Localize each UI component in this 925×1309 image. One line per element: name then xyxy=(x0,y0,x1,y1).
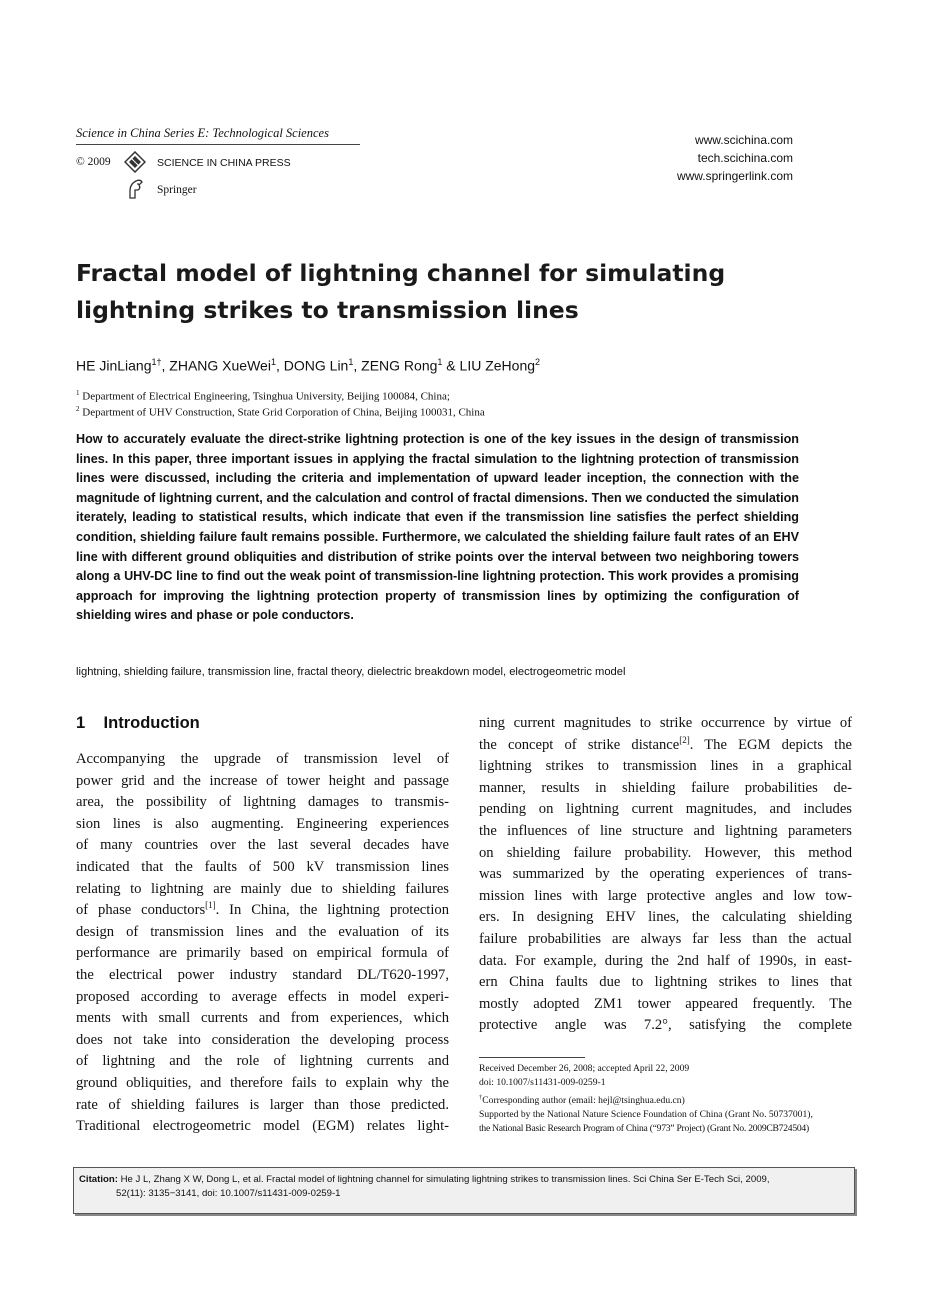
line-text: rate of shielding failures is larger than those predicted. xyxy=(76,1096,449,1113)
author-list xyxy=(76,357,540,374)
line-text: Accompanying the upgrade of transmission level of xyxy=(76,751,449,767)
line-text: of phase conductors xyxy=(76,902,206,919)
affiliation-number: 1 xyxy=(76,389,80,397)
author-name: ZHANG XueWei xyxy=(169,357,271,374)
citation-ref[interactable]: [1] xyxy=(205,900,216,911)
line-text: failure probabilities are always far less than the actual xyxy=(479,930,852,947)
section-heading xyxy=(76,714,200,733)
springer-name: Springer xyxy=(157,184,197,196)
springer-logo-icon xyxy=(126,178,146,205)
text-line xyxy=(479,735,852,757)
text-line xyxy=(76,1095,449,1117)
text-line xyxy=(76,1008,449,1030)
text-line xyxy=(76,1051,449,1073)
section-number: 1 xyxy=(76,714,86,732)
press-logo-icon xyxy=(124,151,146,178)
text-line xyxy=(76,771,449,793)
text-line xyxy=(479,756,852,778)
text-line xyxy=(76,879,449,901)
text-line xyxy=(479,821,852,843)
article-title xyxy=(76,255,796,329)
author-separator: & xyxy=(442,357,460,374)
text-line xyxy=(76,749,449,771)
line-text: of lightning and the role of lightning currents and xyxy=(76,1053,449,1070)
text-line xyxy=(76,1073,449,1095)
corresponding-text: Corresponding author (email: hejl@tsinghua.edu.cn) xyxy=(482,1094,685,1106)
text-line xyxy=(479,713,852,735)
footnotes xyxy=(479,1062,853,1137)
title-line-2: lightning strikes to transmission lines xyxy=(76,296,579,324)
line-text: . The EGM depicts the xyxy=(689,736,852,753)
text-line xyxy=(479,886,852,908)
author-name: ZENG Rong xyxy=(361,357,438,374)
text-line xyxy=(479,951,852,973)
text-line xyxy=(76,857,449,879)
author-affil-mark: 2 xyxy=(535,357,541,367)
corresponding-author xyxy=(479,1091,853,1108)
received-date: Received December 26, 2008; accepted April 22, 2009 xyxy=(479,1063,690,1074)
text-line xyxy=(76,900,449,922)
text-line xyxy=(76,1030,449,1052)
citation-text-continued: 52(11): 3135−3141, doi: 10.1007/s11431-009-0259-1 xyxy=(116,1188,341,1199)
funding-line-1: Supported by the National Nature Science Foundation of China (Grant No. 50737001), xyxy=(479,1109,813,1121)
author-separator: , xyxy=(353,357,362,374)
line-text: Traditional electrogeometric model (EGM) relates light- xyxy=(76,1118,449,1135)
author-name: LIU ZeHong xyxy=(459,357,536,374)
citation-box xyxy=(73,1167,855,1214)
text-line xyxy=(479,929,852,951)
line-text: ground obliquities, and therefore fails to explain why the xyxy=(76,1074,449,1091)
text-line xyxy=(479,1015,852,1037)
line-text: the influences of line structure and lightning parameters xyxy=(479,822,852,839)
affiliation-1 xyxy=(76,389,450,403)
line-text: of many countries over the last several decades have xyxy=(76,837,449,854)
author-affil-mark: 1 xyxy=(270,357,276,367)
line-text: manner, results in shielding failure probabilities de- xyxy=(479,779,852,796)
line-text: does not take into consideration the developing process xyxy=(76,1031,449,1048)
affiliation-text: Department of UHV Construction, State Grid Corporation of China, Beijing 100031, China xyxy=(82,406,485,419)
line-text: ers. In designing EHV lines, the calculating shielding xyxy=(479,909,852,926)
line-text: data. For example, during the 2nd half of 1990s, in east- xyxy=(479,952,852,969)
text-line xyxy=(479,972,852,994)
title-line-1: Fractal model of lightning channel for simulating xyxy=(76,259,726,287)
line-text: pending on lightning current magnitudes, and includes xyxy=(479,801,852,818)
text-line xyxy=(479,907,852,929)
text-line xyxy=(76,792,449,814)
line-text: . In China, the lightning protection xyxy=(215,902,449,919)
line-text: indicated that the faults of 500 kV transmission lines xyxy=(76,858,449,875)
text-line xyxy=(76,987,449,1009)
line-text: ments with small currents and from experiences, which xyxy=(76,1010,449,1027)
citation-text: He J L, Zhang X W, Dong L, et al. Fractal model of lightning channel for simulating lightning strikes to transmission lines. Sci China Ser E-Tech Sci, 2009, xyxy=(120,1174,770,1185)
author-affil-mark: 1 xyxy=(437,357,443,367)
text-line xyxy=(76,922,449,944)
author-separator: , xyxy=(161,357,170,374)
line-text: on shielding failure probability. However, this method xyxy=(479,844,852,861)
funding-line-2: the National Basic Research Program of China (“973” Project) (Grant No. 2009CB724504) xyxy=(479,1123,809,1135)
affiliation-number: 2 xyxy=(76,405,80,413)
affiliation-text: Department of Electrical Engineering, Tsinghua University, Beijing 100084, China; xyxy=(82,390,450,403)
text-line xyxy=(479,864,852,886)
url-scichina[interactable]: www.scichina.com xyxy=(694,133,793,147)
url-springerlink[interactable]: www.springerlink.com xyxy=(676,169,793,183)
journal-name: Science in China Series E: Technological Sciences xyxy=(76,126,360,145)
text-line xyxy=(76,835,449,857)
journal-urls xyxy=(677,131,793,185)
text-line xyxy=(479,994,852,1016)
press-name: SCIENCE IN CHINA PRESS xyxy=(157,157,291,169)
doi[interactable]: doi: 10.1007/s11431-009-0259-1 xyxy=(479,1077,606,1089)
author-affil-mark: 1 xyxy=(348,357,354,367)
body-column-left xyxy=(76,749,449,1138)
author-separator: , xyxy=(275,357,284,374)
corresponding-mark: † xyxy=(479,1093,483,1101)
line-text: area, the possibility of lightning damages to transmis- xyxy=(76,794,449,811)
author-affil-mark: 1† xyxy=(151,357,162,367)
line-text: the concept of strike distance xyxy=(479,736,680,753)
line-text: was summarized by the operating experiences of trans- xyxy=(479,866,852,883)
affiliation-2 xyxy=(76,405,485,419)
abstract: How to accurately evaluate the direct-strike lightning protection is one of the key issues in the design of transmission lines. In this paper, three important issues in applying the fractal simulation to the lightning protection of transmission lines were discussed, including the criteria and implementation of upward leader inception, the connection with the magnitude of lightning current, and the calculation and control of fractal dimensions. Then we conducted the simulation iterately, leading to statistical results, which indicate that even if the transmission line satisfies the perfect shielding condition, shielding failure fault remains possible. Furthermore, we calculated the shielding failure fault rates of an EHV line with different ground obliquities and distribution of strike points over the interval between two neighboring towers along a UHV-DC line to find out the weak point of transmission-line lightning protection. This work provides a promising approach for improving the lightning protection property of transmission lines by optimizing the configuration of shielding wires and phase or pole conductors. xyxy=(76,432,799,623)
url-tech-scichina[interactable]: tech.scichina.com xyxy=(697,151,793,165)
text-line xyxy=(479,843,852,865)
text-line xyxy=(479,778,852,800)
citation-label: Citation: xyxy=(79,1174,118,1185)
section-title: Introduction xyxy=(103,714,200,732)
line-text: sion lines is also augmenting. Engineering experiences xyxy=(76,815,449,832)
text-line xyxy=(76,1116,449,1138)
text-line xyxy=(76,814,449,836)
line-text: mission lines with large protective angles and low tow- xyxy=(479,887,852,904)
author-name: DONG Lin xyxy=(283,357,349,374)
line-text: ning current magnitudes to strike occurrence by virtue of xyxy=(479,715,852,731)
text-line xyxy=(76,943,449,965)
keywords: lightning, shielding failure, transmission line, fractal theory, dielectric breakdown model, electrogeometric model xyxy=(76,666,626,678)
line-text: ern China faults due to lightning strikes to lines that xyxy=(479,974,852,991)
copyright: © 2009 xyxy=(76,156,111,168)
citation-ref[interactable]: [2] xyxy=(679,734,690,745)
text-line xyxy=(76,965,449,987)
text-line xyxy=(479,799,852,821)
body-column-right xyxy=(479,713,852,1037)
line-text: the electrical power industry standard DL/T620-1997, xyxy=(76,966,449,983)
line-text: power grid and the increase of tower height and passage xyxy=(76,772,449,789)
line-text: lightning strikes to transmission lines in a graphical xyxy=(479,758,852,775)
footnote-rule xyxy=(479,1057,585,1058)
line-text: mostly adopted ZM1 tower appeared frequently. The xyxy=(479,995,852,1012)
line-text: relating to lightning are mainly due to shielding failures xyxy=(76,880,449,897)
line-text: design of transmission lines and the evaluation of its xyxy=(76,923,449,940)
line-text: protective angle was 7.2°, satisfying the complete xyxy=(479,1017,852,1034)
author-name: HE JinLiang xyxy=(76,357,152,374)
line-text: proposed according to average effects in model experi- xyxy=(76,988,449,1005)
line-text: performance are primarily based on empirical formula of xyxy=(76,945,449,962)
